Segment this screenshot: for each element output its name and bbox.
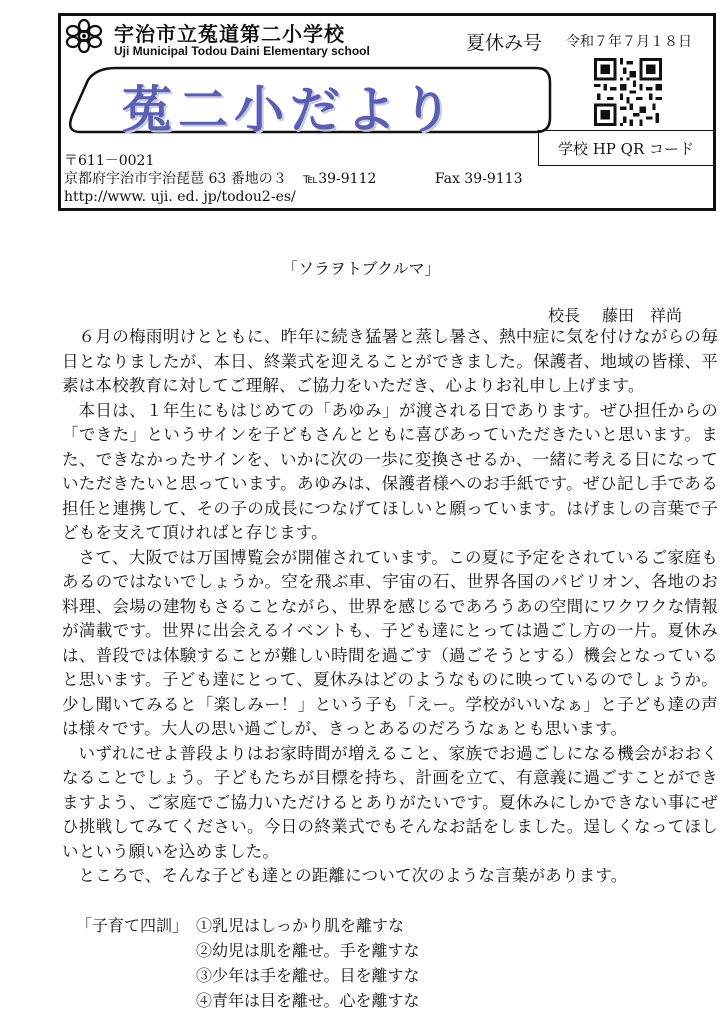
school-emblem-icon [64,18,104,54]
paragraph: いずれにせよ普段よりはお家時間が増えること、家族でお過ごしになる機会がおおくなることでしょう。子どもたちが目標を持ち、計画を立て、有意義に過ごすことができますよう、ご家庭でご協力いただけるとありがたいです。夏休みにしかできない事にぜひ挑戦してみてください。今日の終業式でもそんなお話をしました。逞しくなってほしいという願いを込めました。 [62,743,718,861]
school-name-en: Uji Municipal Todou Daini Elementary school [114,44,370,58]
article-body [62,325,718,889]
paragraph: 本日は、１年生にもはじめての「あゆみ」が渡される日であります。ぜひ担任からの「できた」というサインを子どもさんとともに喜びあっていただきたいと思います。また、できなかったサインを、いかに次の一歩に変換させるか、一緒に考える日になっていただきたいと思っています。あゆみは、保護者様へのお手紙です。ぜひ記し手である担任と連携して、その子の成長につなげてほしいと願っています。はげましの言葉で子どもを支えて頂ければと存じます。 [62,400,718,542]
maxim-item: ①乳児はしっかり肌を離すな [196,916,405,935]
phone-number: ℡39-9112 [303,171,377,187]
issue-date: 令和７年７月１８日 [566,34,692,50]
author-role: 校長 [548,306,581,325]
postal-code: 〒611－0021 [64,153,155,169]
newsletter-title: 菟二小だより [122,81,458,139]
issue-name: 夏休み号 [466,32,543,54]
address-line [64,170,522,188]
maxim-item: ②幼児は肌を離せ。手を離すな [196,941,420,960]
contact-info [64,152,522,206]
maxim-item: ③少年は手を離せ。目を離すな [196,966,420,985]
website-link[interactable]: http://www. uji. ed. jp/todou2-es/ [64,189,296,205]
address: 京都府宇治市宇治琵琶 63 番地の３ [64,171,287,187]
qr-code-icon [594,58,662,126]
article-headline: 「ソラヲトブクルマ」 [282,259,441,278]
paragraph: ところで、そんな子ども達との距離について次のような言葉があります。 [78,866,628,885]
maxims-label: 「子育て四訓」 [76,916,189,935]
article-author [548,303,682,326]
school-name-jp: 宇治市立菟道第二小学校 [114,22,345,46]
maxim-item: ④青年は目を離せ。心を離すな [196,991,420,1010]
qr-code-label: 学校 HP QR コード [538,130,714,166]
author-name: 藤田 祥尚 [602,306,683,325]
maxims-list [196,913,420,1013]
paragraph: さて、大阪では万国博覧会が開催されています。この夏に予定をされているご家庭もあるのではないでしょうか。空を飛ぶ車、宇宙の石、世界各国のパビリオン、各地のお料理、会場の建物もさることながら、世界を感じるであろうあの空間にワクワクな情報が満載です。世界に出会えるイベントも、子ども達にとっては過ごし方の一片。夏休みは、普段では体験することが難しい時間を過ごす（過ごそうとする）機会となっていると思います。子ども達にとって、夏休みはどのようなものに映っているのでしょうか。少し聞いてみると「楽しみー！」という子も「えー。学校がいいなぁ」と子ども達の声は様々です。大人の思い過ごしが、きっとあるのだろうなぁとも思います。 [62,547,718,738]
paragraph: ６月の梅雨明けとともに、昨年に続き猛暑と蒸し暑さ、熱中症に気を付けながらの毎日となりましたが、本日、終業式を迎えることができました。保護者、地域の皆様、平素は本校教育に対してご理解、ご協力をいただき、心よりお礼申し上げます。 [62,327,718,395]
fax-number: Fax 39-9113 [434,171,523,187]
